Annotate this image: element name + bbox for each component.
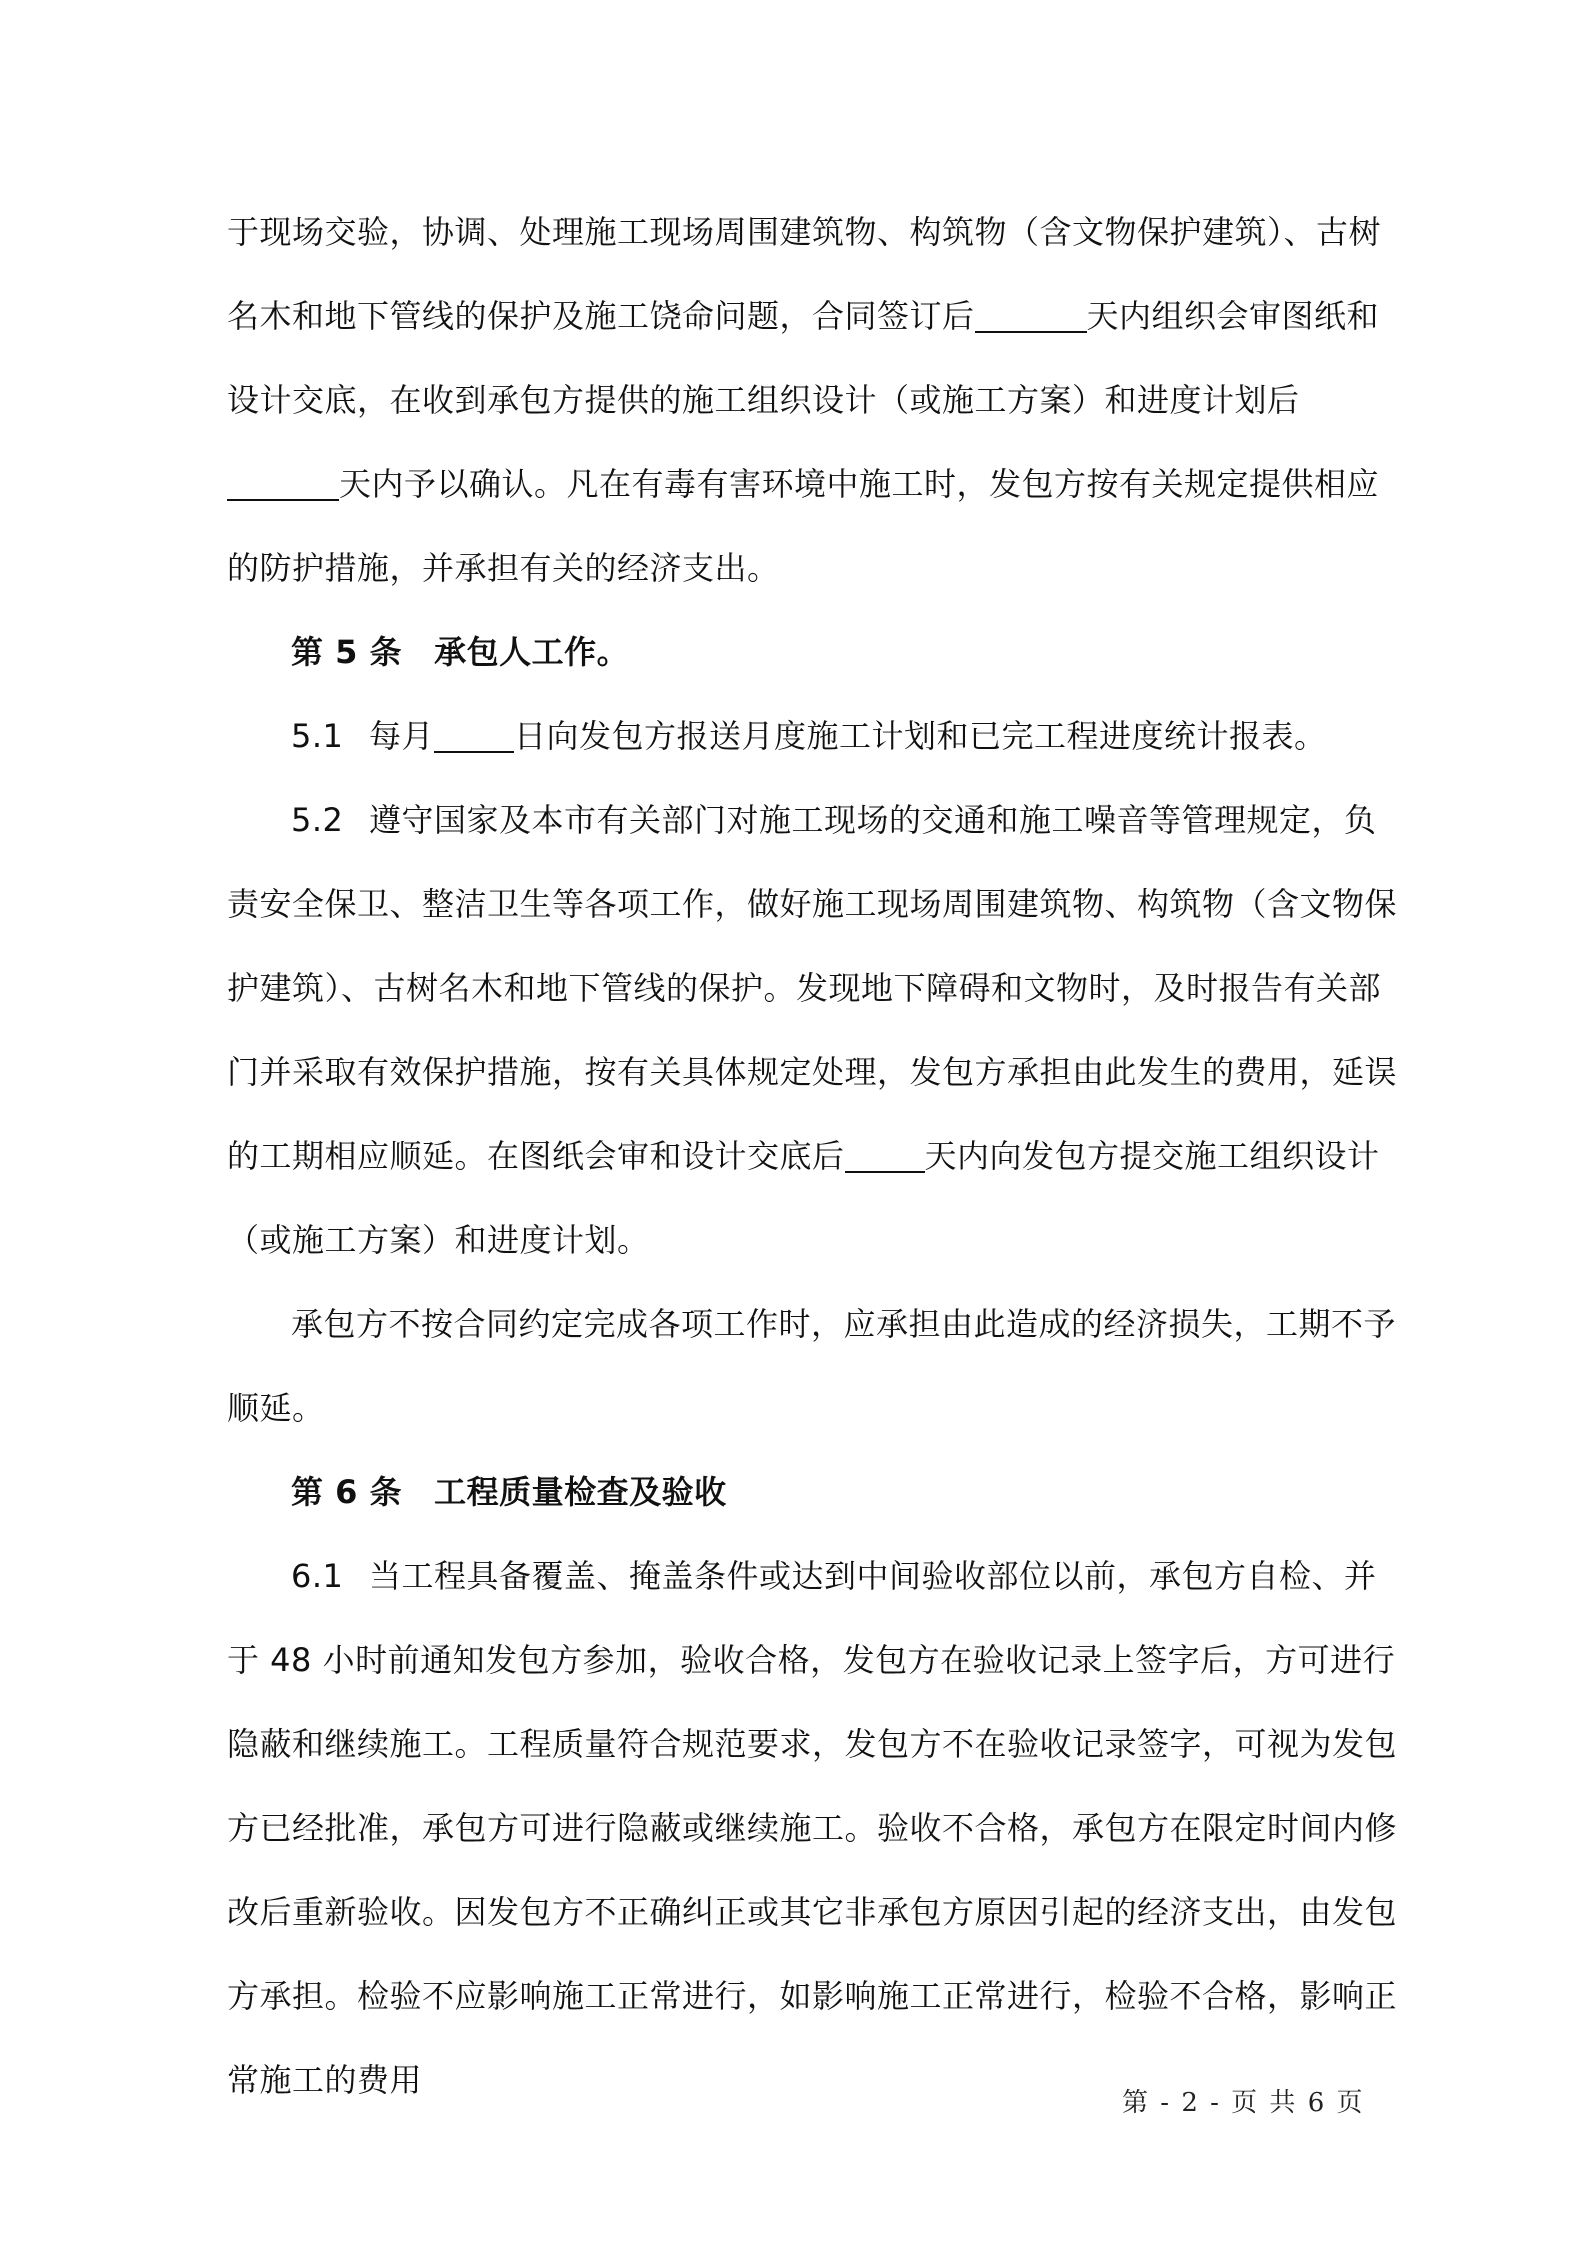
paragraph-text: 天内组织会审图纸和设计交底，在收到承包方提供的施工组织设计（或施工方案）和进度计划后 <box>227 297 1380 419</box>
clause-text: 天内向发包方提交施工组织设计（或施工方案）和进度计划。 <box>227 1137 1380 1259</box>
paragraph-text: 于现场交验，协调、处理施工现场周围建筑物、构筑物（含文物保护建筑）、古树名木和地下管线的保护及施工饶命问题，合同签订后 <box>227 213 1382 335</box>
clause-text: 日向发包方报送月度施工计划和已完工程进度统计报表。 <box>514 717 1327 755</box>
clause-number: 6.1 <box>291 1557 344 1595</box>
clause-5-2 <box>227 778 1401 1282</box>
clause-number: 5.2 <box>291 801 344 839</box>
fill-in-blank <box>845 1141 925 1173</box>
paragraph-owner-duties-continued <box>227 190 1401 610</box>
clause-text: 遵守国家及本市有关部门对施工现场的交通和施工噪音等管理规定，负责安全保卫、整洁卫生等各项工作，做好施工现场周围建筑物、构筑物（含文物保护建筑）、古树名木和地下管线的保护。发现地下障碍和文物时，及时报告有关部门并采取有效保护措施，按有关具体规定处理，发包方承担由此发生的费用，延误的工期相应顺延。在图纸会审和设计交底后 <box>227 801 1398 1175</box>
paragraph-contractor-liability: 承包方不按合同约定完成各项工作时，应承担由此造成的经济损失，工期不予顺延。 <box>227 1305 1397 1427</box>
clause-5-1 <box>227 694 1401 778</box>
paragraph-text: 天内予以确认。凡在有毒有害环境中施工时，发包方按有关规定提供相应的防护措施，并承担有关的经济支出。 <box>227 465 1380 587</box>
article-title: 工程质量检查及验收 <box>434 1473 727 1511</box>
clause-6-1 <box>227 1534 1401 2122</box>
article-number: 第 6 条 <box>291 1473 403 1511</box>
article-title: 承包人工作。 <box>434 633 630 671</box>
section-heading-article-5 <box>227 610 1401 694</box>
page-number-footer: 第 - 2 - 页 共 6 页 <box>1122 2088 1365 2118</box>
fill-in-blank <box>434 721 514 753</box>
document-body <box>227 190 1401 2122</box>
section-heading-article-6 <box>227 1450 1401 1534</box>
fill-in-blank <box>975 301 1087 333</box>
clause-number: 5.1 <box>291 717 344 755</box>
clause-text: 每月 <box>369 717 435 755</box>
clause-text: 当工程具备覆盖、掩盖条件或达到中间验收部位以前，承包方自检、并于 48 小时前通知发包方参加，验收合格，发包方在验收记录上签字后，方可进行隐蔽和继续施工。工程质量符合规范要求，发包方不在验收记录签字，可视为发包方已经批准，承包方可进行隐蔽或继续施工。验收不合格，承包方在限定时间内修改后重新验收。因发包方不正确纠正或其它非承包方原因引起的经济支出，由发包方承担。检验不应影响施工正常进行，如影响施工正常进行，检验不合格，影响正常施工的费用 <box>227 1557 1398 2099</box>
fill-in-blank <box>227 469 339 501</box>
article-number: 第 5 条 <box>291 633 403 671</box>
